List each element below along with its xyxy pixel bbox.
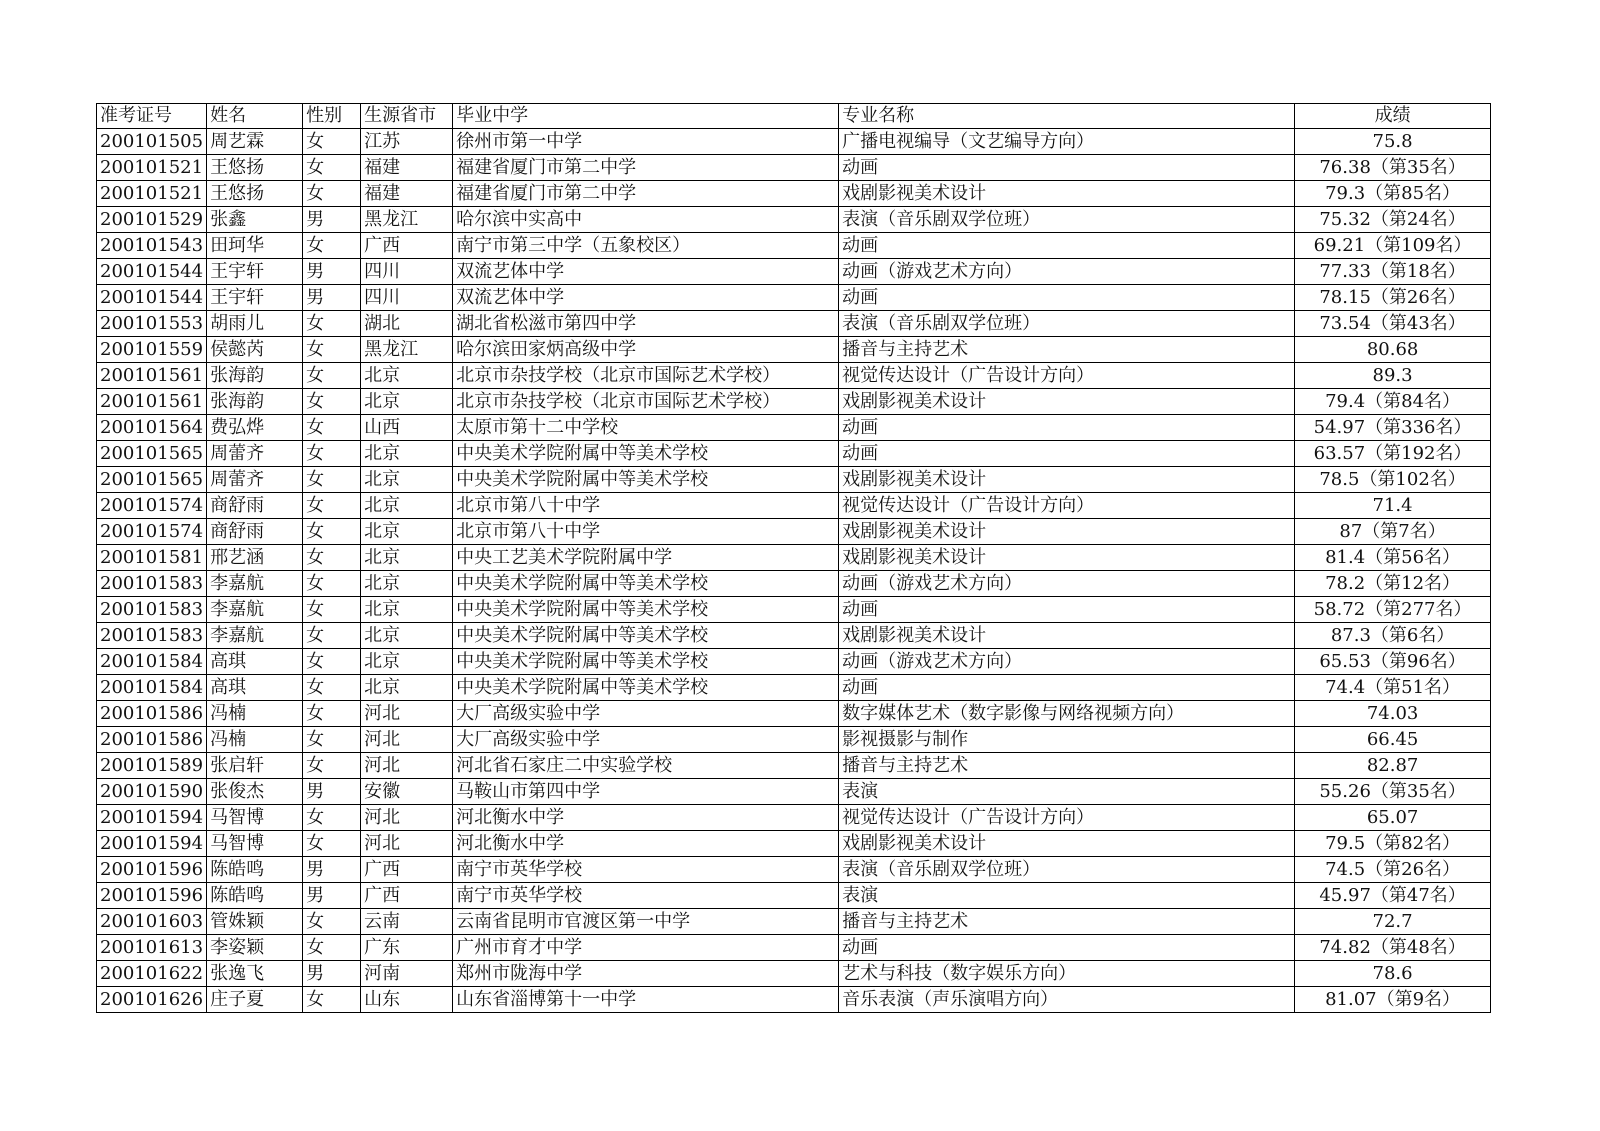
cell-exam-id: 200101559	[97, 337, 207, 363]
cell-score: 75.32（第24名）	[1295, 207, 1491, 233]
cell-major: 数字媒体艺术（数字影像与网络视频方向）	[839, 701, 1295, 727]
header-exam-id: 准考证号	[97, 104, 207, 129]
cell-name: 李嘉航	[207, 571, 303, 597]
cell-school: 哈尔滨田家炳高级中学	[453, 337, 839, 363]
table-row	[97, 571, 1491, 597]
cell-score: 75.8	[1295, 129, 1491, 155]
cell-name: 王宇轩	[207, 259, 303, 285]
cell-school: 北京市第八十中学	[453, 493, 839, 519]
cell-name: 马智博	[207, 831, 303, 857]
cell-gender: 女	[303, 701, 361, 727]
cell-major: 动画	[839, 597, 1295, 623]
cell-major: 动画（游戏艺术方向）	[839, 259, 1295, 285]
cell-school: 徐州市第一中学	[453, 129, 839, 155]
cell-score: 77.33（第18名）	[1295, 259, 1491, 285]
cell-school: 中央美术学院附属中等美术学校	[453, 649, 839, 675]
cell-major: 播音与主持艺术	[839, 909, 1295, 935]
cell-score: 81.07（第9名）	[1295, 987, 1491, 1013]
cell-gender: 女	[303, 155, 361, 181]
cell-gender: 女	[303, 909, 361, 935]
cell-province: 河北	[361, 701, 453, 727]
cell-gender: 男	[303, 259, 361, 285]
cell-name: 费弘烨	[207, 415, 303, 441]
cell-school: 郑州市陇海中学	[453, 961, 839, 987]
cell-exam-id: 200101586	[97, 727, 207, 753]
table-header	[97, 104, 1491, 129]
cell-gender: 女	[303, 441, 361, 467]
cell-province: 安徽	[361, 779, 453, 805]
table-row	[97, 701, 1491, 727]
cell-province: 山东	[361, 987, 453, 1013]
cell-name: 张俊杰	[207, 779, 303, 805]
cell-major: 动画（游戏艺术方向）	[839, 571, 1295, 597]
cell-exam-id: 200101553	[97, 311, 207, 337]
cell-gender: 男	[303, 883, 361, 909]
cell-name: 高琪	[207, 675, 303, 701]
cell-score: 87.3（第6名）	[1295, 623, 1491, 649]
cell-major: 视觉传达设计（广告设计方向）	[839, 493, 1295, 519]
cell-score: 80.68	[1295, 337, 1491, 363]
cell-gender: 男	[303, 285, 361, 311]
table-row	[97, 363, 1491, 389]
cell-school: 湖北省松滋市第四中学	[453, 311, 839, 337]
table-row	[97, 779, 1491, 805]
cell-major: 动画（游戏艺术方向）	[839, 649, 1295, 675]
cell-major: 动画	[839, 285, 1295, 311]
cell-score: 81.4（第56名）	[1295, 545, 1491, 571]
cell-exam-id: 200101583	[97, 597, 207, 623]
table-row	[97, 753, 1491, 779]
cell-province: 云南	[361, 909, 453, 935]
cell-major: 广播电视编导（文艺编导方向）	[839, 129, 1295, 155]
cell-name: 王悠扬	[207, 155, 303, 181]
header-province: 生源省市	[361, 104, 453, 129]
cell-major: 视觉传达设计（广告设计方向）	[839, 363, 1295, 389]
cell-school: 云南省昆明市官渡区第一中学	[453, 909, 839, 935]
cell-name: 马智博	[207, 805, 303, 831]
cell-school: 南宁市英华学校	[453, 883, 839, 909]
cell-school: 马鞍山市第四中学	[453, 779, 839, 805]
cell-major: 表演（音乐剧双学位班）	[839, 311, 1295, 337]
cell-name: 李姿颖	[207, 935, 303, 961]
cell-gender: 男	[303, 857, 361, 883]
cell-major: 表演（音乐剧双学位班）	[839, 207, 1295, 233]
cell-province: 河南	[361, 961, 453, 987]
cell-province: 北京	[361, 623, 453, 649]
cell-gender: 女	[303, 467, 361, 493]
cell-province: 广西	[361, 233, 453, 259]
cell-exam-id: 200101565	[97, 441, 207, 467]
cell-exam-id: 200101544	[97, 285, 207, 311]
cell-province: 福建	[361, 181, 453, 207]
cell-name: 张海韵	[207, 389, 303, 415]
table-row	[97, 519, 1491, 545]
cell-name: 胡雨儿	[207, 311, 303, 337]
cell-name: 张逸飞	[207, 961, 303, 987]
cell-score: 78.2（第12名）	[1295, 571, 1491, 597]
cell-gender: 女	[303, 623, 361, 649]
cell-name: 商舒雨	[207, 493, 303, 519]
cell-province: 北京	[361, 389, 453, 415]
cell-gender: 女	[303, 675, 361, 701]
cell-gender: 男	[303, 207, 361, 233]
cell-score: 71.4	[1295, 493, 1491, 519]
cell-gender: 女	[303, 597, 361, 623]
cell-name: 庄子夏	[207, 987, 303, 1013]
cell-score: 73.54（第43名）	[1295, 311, 1491, 337]
table-row	[97, 441, 1491, 467]
table-row	[97, 311, 1491, 337]
cell-name: 冯楠	[207, 701, 303, 727]
cell-name: 王宇轩	[207, 285, 303, 311]
header-score: 成绩	[1295, 104, 1491, 129]
header-school: 毕业中学	[453, 104, 839, 129]
cell-major: 动画	[839, 935, 1295, 961]
cell-gender: 女	[303, 519, 361, 545]
cell-score: 79.3（第85名）	[1295, 181, 1491, 207]
cell-province: 北京	[361, 675, 453, 701]
cell-school: 大厂高级实验中学	[453, 701, 839, 727]
cell-score: 55.26（第35名）	[1295, 779, 1491, 805]
table-row	[97, 805, 1491, 831]
cell-major: 视觉传达设计（广告设计方向）	[839, 805, 1295, 831]
cell-name: 李嘉航	[207, 623, 303, 649]
cell-score: 78.15（第26名）	[1295, 285, 1491, 311]
cell-major: 戏剧影视美术设计	[839, 545, 1295, 571]
cell-school: 北京市第八十中学	[453, 519, 839, 545]
table-row	[97, 415, 1491, 441]
cell-major: 戏剧影视美术设计	[839, 389, 1295, 415]
table-row	[97, 467, 1491, 493]
cell-school: 山东省淄博第十一中学	[453, 987, 839, 1013]
cell-exam-id: 200101589	[97, 753, 207, 779]
cell-province: 山西	[361, 415, 453, 441]
cell-exam-id: 200101521	[97, 155, 207, 181]
cell-school: 北京市杂技学校（北京市国际艺术学校）	[453, 363, 839, 389]
cell-school: 双流艺体中学	[453, 285, 839, 311]
cell-score: 74.5（第26名）	[1295, 857, 1491, 883]
cell-province: 北京	[361, 649, 453, 675]
cell-score: 74.82（第48名）	[1295, 935, 1491, 961]
cell-name: 冯楠	[207, 727, 303, 753]
cell-major: 动画	[839, 675, 1295, 701]
cell-gender: 女	[303, 389, 361, 415]
cell-school: 双流艺体中学	[453, 259, 839, 285]
cell-score: 54.97（第336名）	[1295, 415, 1491, 441]
cell-exam-id: 200101596	[97, 883, 207, 909]
cell-school: 北京市杂技学校（北京市国际艺术学校）	[453, 389, 839, 415]
cell-school: 太原市第十二中学校	[453, 415, 839, 441]
cell-school: 哈尔滨中实高中	[453, 207, 839, 233]
cell-province: 四川	[361, 285, 453, 311]
cell-province: 北京	[361, 467, 453, 493]
table-row	[97, 909, 1491, 935]
cell-province: 北京	[361, 363, 453, 389]
table-row	[97, 337, 1491, 363]
cell-province: 北京	[361, 571, 453, 597]
cell-score: 89.3	[1295, 363, 1491, 389]
cell-province: 北京	[361, 519, 453, 545]
cell-school: 中央美术学院附属中等美术学校	[453, 467, 839, 493]
header-row	[97, 104, 1491, 129]
cell-gender: 女	[303, 649, 361, 675]
cell-exam-id: 200101521	[97, 181, 207, 207]
cell-province: 黑龙江	[361, 207, 453, 233]
cell-score: 66.45	[1295, 727, 1491, 753]
cell-exam-id: 200101581	[97, 545, 207, 571]
cell-exam-id: 200101574	[97, 493, 207, 519]
table-row	[97, 597, 1491, 623]
table-row	[97, 493, 1491, 519]
table-row	[97, 675, 1491, 701]
table-row	[97, 935, 1491, 961]
cell-gender: 女	[303, 337, 361, 363]
cell-exam-id: 200101574	[97, 519, 207, 545]
cell-exam-id: 200101583	[97, 571, 207, 597]
cell-gender: 女	[303, 181, 361, 207]
cell-name: 陈皓鸣	[207, 883, 303, 909]
cell-school: 河北衡水中学	[453, 831, 839, 857]
header-major: 专业名称	[839, 104, 1295, 129]
cell-gender: 女	[303, 363, 361, 389]
cell-name: 邢艺涵	[207, 545, 303, 571]
cell-gender: 女	[303, 311, 361, 337]
cell-gender: 女	[303, 987, 361, 1013]
table-row	[97, 883, 1491, 909]
cell-school: 福建省厦门市第二中学	[453, 155, 839, 181]
results-table	[96, 103, 1491, 1013]
cell-score: 87（第7名）	[1295, 519, 1491, 545]
cell-exam-id: 200101564	[97, 415, 207, 441]
table-row	[97, 285, 1491, 311]
cell-exam-id: 200101603	[97, 909, 207, 935]
table-row	[97, 961, 1491, 987]
cell-major: 戏剧影视美术设计	[839, 181, 1295, 207]
cell-exam-id: 200101594	[97, 831, 207, 857]
cell-gender: 女	[303, 753, 361, 779]
cell-province: 河北	[361, 805, 453, 831]
cell-province: 北京	[361, 493, 453, 519]
cell-school: 福建省厦门市第二中学	[453, 181, 839, 207]
cell-major: 戏剧影视美术设计	[839, 519, 1295, 545]
cell-school: 南宁市第三中学（五象校区）	[453, 233, 839, 259]
table-row	[97, 181, 1491, 207]
cell-province: 广东	[361, 935, 453, 961]
cell-name: 张启轩	[207, 753, 303, 779]
table-row	[97, 857, 1491, 883]
cell-name: 张鑫	[207, 207, 303, 233]
cell-school: 南宁市英华学校	[453, 857, 839, 883]
cell-exam-id: 200101544	[97, 259, 207, 285]
cell-score: 74.03	[1295, 701, 1491, 727]
cell-exam-id: 200101529	[97, 207, 207, 233]
cell-major: 表演	[839, 779, 1295, 805]
cell-name: 王悠扬	[207, 181, 303, 207]
cell-province: 北京	[361, 597, 453, 623]
cell-score: 79.5（第82名）	[1295, 831, 1491, 857]
cell-exam-id: 200101505	[97, 129, 207, 155]
cell-major: 艺术与科技（数字娱乐方向）	[839, 961, 1295, 987]
cell-name: 周蕾齐	[207, 467, 303, 493]
cell-school: 中央美术学院附属中等美术学校	[453, 441, 839, 467]
table-row	[97, 831, 1491, 857]
cell-major: 动画	[839, 415, 1295, 441]
table-row	[97, 233, 1491, 259]
cell-name: 陈皓鸣	[207, 857, 303, 883]
cell-score: 69.21（第109名）	[1295, 233, 1491, 259]
cell-exam-id: 200101583	[97, 623, 207, 649]
cell-gender: 女	[303, 571, 361, 597]
cell-name: 侯懿芮	[207, 337, 303, 363]
cell-exam-id: 200101565	[97, 467, 207, 493]
cell-province: 北京	[361, 545, 453, 571]
cell-exam-id: 200101584	[97, 649, 207, 675]
cell-gender: 女	[303, 129, 361, 155]
table-row	[97, 727, 1491, 753]
table-body	[97, 129, 1491, 1013]
cell-province: 河北	[361, 753, 453, 779]
cell-exam-id: 200101586	[97, 701, 207, 727]
cell-exam-id: 200101543	[97, 233, 207, 259]
cell-name: 李嘉航	[207, 597, 303, 623]
cell-name: 管姝颖	[207, 909, 303, 935]
cell-score: 45.97（第47名）	[1295, 883, 1491, 909]
cell-major: 动画	[839, 155, 1295, 181]
cell-exam-id: 200101613	[97, 935, 207, 961]
cell-name: 周艺霖	[207, 129, 303, 155]
cell-province: 湖北	[361, 311, 453, 337]
header-gender: 性别	[303, 104, 361, 129]
cell-score: 65.07	[1295, 805, 1491, 831]
table-row	[97, 389, 1491, 415]
cell-province: 河北	[361, 727, 453, 753]
cell-score: 82.87	[1295, 753, 1491, 779]
cell-score: 65.53（第96名）	[1295, 649, 1491, 675]
cell-score: 63.57（第192名）	[1295, 441, 1491, 467]
table-row	[97, 545, 1491, 571]
cell-exam-id: 200101594	[97, 805, 207, 831]
cell-major: 动画	[839, 441, 1295, 467]
cell-school: 大厂高级实验中学	[453, 727, 839, 753]
cell-exam-id: 200101561	[97, 363, 207, 389]
cell-score: 79.4（第84名）	[1295, 389, 1491, 415]
cell-school: 中央美术学院附属中等美术学校	[453, 597, 839, 623]
cell-exam-id: 200101584	[97, 675, 207, 701]
table-row	[97, 129, 1491, 155]
cell-score: 78.6	[1295, 961, 1491, 987]
cell-score: 58.72（第277名）	[1295, 597, 1491, 623]
cell-major: 表演	[839, 883, 1295, 909]
cell-gender: 男	[303, 779, 361, 805]
cell-gender: 男	[303, 961, 361, 987]
cell-exam-id: 200101561	[97, 389, 207, 415]
cell-major: 播音与主持艺术	[839, 337, 1295, 363]
cell-school: 中央工艺美术学院附属中学	[453, 545, 839, 571]
cell-exam-id: 200101622	[97, 961, 207, 987]
cell-score: 76.38（第35名）	[1295, 155, 1491, 181]
cell-gender: 女	[303, 493, 361, 519]
cell-major: 戏剧影视美术设计	[839, 467, 1295, 493]
cell-major: 播音与主持艺术	[839, 753, 1295, 779]
table-row	[97, 207, 1491, 233]
cell-gender: 女	[303, 545, 361, 571]
cell-province: 北京	[361, 441, 453, 467]
cell-gender: 女	[303, 415, 361, 441]
cell-name: 张海韵	[207, 363, 303, 389]
cell-school: 河北省石家庄二中实验学校	[453, 753, 839, 779]
cell-name: 商舒雨	[207, 519, 303, 545]
cell-province: 广西	[361, 857, 453, 883]
cell-province: 福建	[361, 155, 453, 181]
cell-province: 广西	[361, 883, 453, 909]
cell-major: 表演（音乐剧双学位班）	[839, 857, 1295, 883]
cell-name: 田珂华	[207, 233, 303, 259]
cell-score: 74.4（第51名）	[1295, 675, 1491, 701]
cell-province: 四川	[361, 259, 453, 285]
cell-gender: 女	[303, 805, 361, 831]
cell-school: 河北衡水中学	[453, 805, 839, 831]
cell-province: 河北	[361, 831, 453, 857]
cell-school: 广州市育才中学	[453, 935, 839, 961]
cell-major: 音乐表演（声乐演唱方向）	[839, 987, 1295, 1013]
cell-gender: 女	[303, 935, 361, 961]
table-row	[97, 155, 1491, 181]
header-name: 姓名	[207, 104, 303, 129]
cell-school: 中央美术学院附属中等美术学校	[453, 675, 839, 701]
cell-score: 72.7	[1295, 909, 1491, 935]
cell-major: 戏剧影视美术设计	[839, 623, 1295, 649]
cell-gender: 女	[303, 831, 361, 857]
cell-province: 江苏	[361, 129, 453, 155]
table-row	[97, 649, 1491, 675]
table-row	[97, 987, 1491, 1013]
cell-exam-id: 200101596	[97, 857, 207, 883]
table-row	[97, 623, 1491, 649]
cell-exam-id: 200101626	[97, 987, 207, 1013]
cell-exam-id: 200101590	[97, 779, 207, 805]
cell-name: 周蕾齐	[207, 441, 303, 467]
table-row	[97, 259, 1491, 285]
cell-school: 中央美术学院附属中等美术学校	[453, 571, 839, 597]
cell-gender: 女	[303, 727, 361, 753]
cell-major: 影视摄影与制作	[839, 727, 1295, 753]
cell-major: 戏剧影视美术设计	[839, 831, 1295, 857]
cell-gender: 女	[303, 233, 361, 259]
cell-school: 中央美术学院附属中等美术学校	[453, 623, 839, 649]
cell-province: 黑龙江	[361, 337, 453, 363]
cell-name: 高琪	[207, 649, 303, 675]
cell-major: 动画	[839, 233, 1295, 259]
cell-score: 78.5（第102名）	[1295, 467, 1491, 493]
